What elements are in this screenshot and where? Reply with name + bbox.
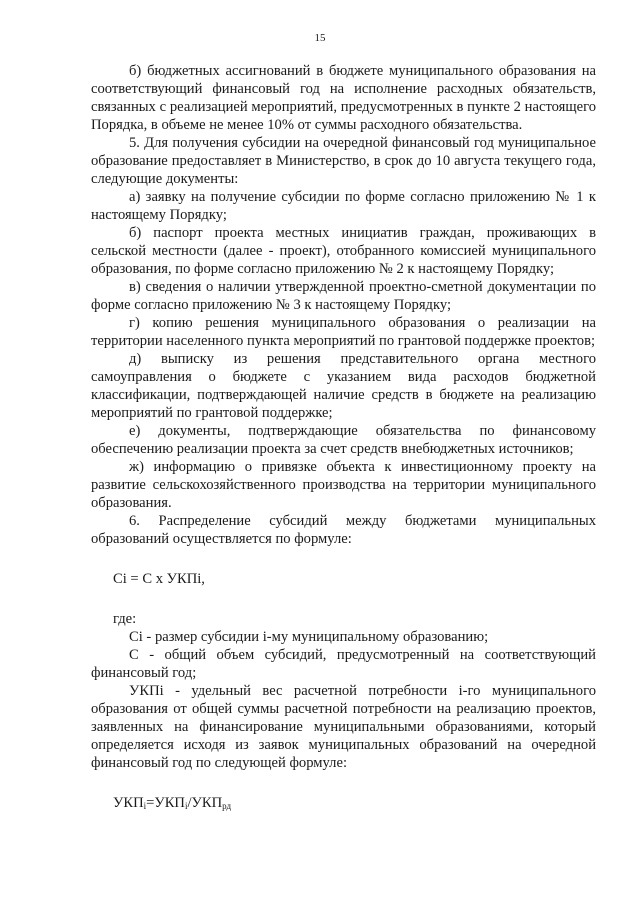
- formula-ukp-num: УКП: [154, 795, 185, 811]
- body-text: [91, 62, 596, 812]
- formula-ukp-den-sub: рд: [222, 801, 232, 811]
- formula-subsidy: Ci = C x УКПi,: [113, 571, 205, 587]
- list-item-5b: б) паспорт проекта местных инициатив граждан, проживающих в сельской местности (далее - проект), отобранного комиссией муниципального образования, по форме согласно приложению № 2 к настоящему Порядку;: [91, 225, 596, 277]
- paragraph-b: б) бюджетных ассигнований в бюджете муниципального образования на соответствующий финансовый год на исполнение расходных обязательств, связанных с реализацией мероприятий, предусмотренных в пункте 2 настоящего Порядка, в объеме не менее 10% от суммы расходного обязательства.: [91, 63, 596, 133]
- list-item-5d: д) выписку из решения представительного органа местного самоуправления о бюджете с указанием вида расходов бюджетной классификации, подтверждающей наличие средств в бюджете на реализацию мероприятий по грантовой поддержке;: [91, 351, 596, 421]
- list-item-5g: г) копию решения муниципального образования о реализации на территории населенного пункта мероприятий по грантовой поддержке проектов;: [91, 315, 596, 349]
- where-label: где:: [113, 611, 137, 627]
- formula-ukp-lhs-sub: i: [143, 801, 147, 811]
- formula-ukp-eq: =: [146, 795, 155, 811]
- page-number: 15: [314, 32, 326, 44]
- formula-ukp-slash: /: [187, 795, 192, 811]
- formula-ukp: [91, 794, 596, 812]
- list-item-5v: в) сведения о наличии утвержденной проектно-сметной документации по форме согласно приложению № 3 к настоящему Порядку;: [91, 279, 596, 313]
- formula-ukp-lhs: УКП: [113, 795, 144, 811]
- definition-ukpi: УКПi - удельный вес расчетной потребности i-го муниципального образования от общей суммы расчетной потребности на реализацию проектов, заявленных на финансирование муниципальными образованиями, который определяется исходя из заявок муниципальных образований на очередной финансовый год по следующей формуле:: [91, 683, 596, 771]
- list-item-5a: а) заявку на получение субсидии по форме согласно приложению № 1 к настоящему Порядку;: [91, 189, 596, 223]
- paragraph-5: 5. Для получения субсидии на очередной финансовый год муниципальное образование предоставляет в Министерство, в срок до 10 августа текущего года, следующие документы:: [91, 135, 596, 187]
- paragraph-6: 6. Распределение субсидий между бюджетами муниципальных образований осуществляется по формуле:: [91, 513, 596, 547]
- formula-ukp-den: УКП: [191, 795, 223, 811]
- formula-ukp-num-sub: i: [184, 801, 188, 811]
- list-item-5e: е) документы, подтверждающие обязательства по финансовому обеспечению реализации проекта за счет средств внебюджетных источников;: [91, 423, 596, 457]
- definition-c: С - общий объем субсидий, предусмотренный на соответствующий финансовый год;: [91, 647, 596, 681]
- definition-ci: Ci - размер субсидии i-му муниципальному образованию;: [129, 629, 489, 645]
- list-item-5zh: ж) информацию о привязке объекта к инвестиционному проекту на развитие сельскохозяйственного производства на территории муниципального образования.: [91, 459, 596, 511]
